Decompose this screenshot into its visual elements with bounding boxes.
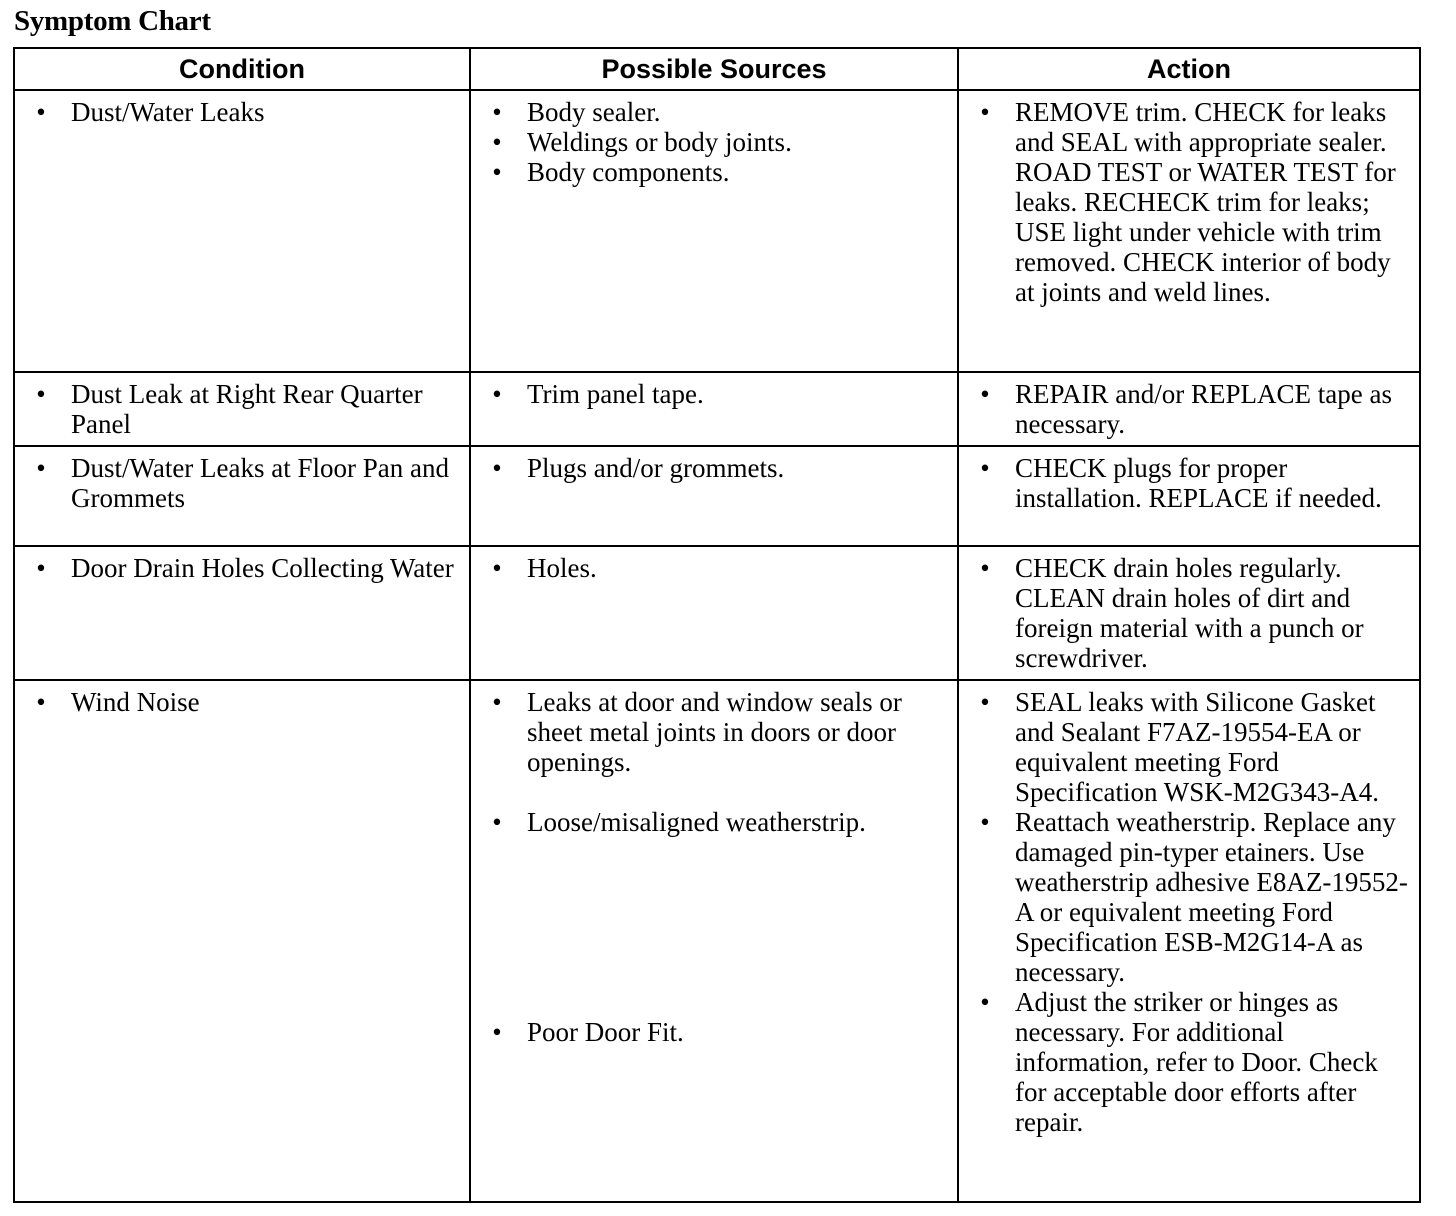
header-condition: Condition bbox=[14, 48, 470, 90]
header-action: Action bbox=[958, 48, 1420, 90]
action-text: Reattach weatherstrip. Replace any damaged pin-typer etainers. Use weatherstrip adhesive E8AZ-19552-A or equivalent meeting Ford Specification ESB-M2G14-A as necessary. bbox=[1015, 807, 1408, 987]
bullet-icon: • bbox=[980, 807, 990, 837]
action-cell bbox=[958, 372, 1420, 446]
action-text: REMOVE trim. CHECK for leaks and SEAL with appropriate sealer. ROAD TEST or WATER TEST for leaks. RECHECK trim for leaks; USE light under vehicle with trim removed. CHECK interior of body at joints and weld lines. bbox=[1015, 97, 1396, 307]
symptom-chart-table bbox=[13, 47, 1421, 1203]
sources-cell bbox=[470, 90, 958, 372]
page-title: Symptom Chart bbox=[14, 5, 211, 37]
action-text: REPAIR and/or REPLACE tape as necessary. bbox=[1015, 379, 1392, 439]
bullet-icon: • bbox=[492, 379, 502, 409]
header-row bbox=[14, 48, 1420, 90]
action-text: CHECK drain holes regularly. CLEAN drain holes of dirt and foreign material with a punch or screwdriver. bbox=[1015, 553, 1364, 673]
bullet-icon: • bbox=[36, 553, 46, 583]
bullet-icon: • bbox=[492, 807, 502, 837]
condition-cell bbox=[14, 546, 470, 680]
action-cell bbox=[958, 446, 1420, 546]
source-text: Weldings or body joints. bbox=[527, 127, 792, 157]
action-item bbox=[959, 987, 1411, 1137]
action-item bbox=[959, 379, 1411, 439]
condition-item bbox=[15, 553, 461, 583]
bullet-icon: • bbox=[980, 453, 990, 483]
sources-cell bbox=[470, 680, 958, 1202]
condition-text: Door Drain Holes Collecting Water bbox=[71, 553, 454, 583]
sources-cell bbox=[470, 546, 958, 680]
action-cell bbox=[958, 546, 1420, 680]
source-text: Body components. bbox=[527, 157, 730, 187]
condition-item bbox=[15, 453, 461, 513]
source-item bbox=[471, 97, 949, 127]
condition-item bbox=[15, 379, 461, 439]
source-item bbox=[471, 379, 949, 409]
bullet-icon: • bbox=[36, 453, 46, 483]
condition-text: Dust/Water Leaks at Floor Pan and Grommets bbox=[71, 453, 449, 513]
condition-cell bbox=[14, 372, 470, 446]
sources-cell bbox=[470, 372, 958, 446]
sources-cell bbox=[470, 446, 958, 546]
bullet-icon: • bbox=[492, 1017, 502, 1047]
action-text: Adjust the striker or hinges as necessary. For additional information, refer to Door. Check for acceptable door efforts after repair. bbox=[1015, 987, 1378, 1137]
action-item bbox=[959, 807, 1411, 987]
bullet-icon: • bbox=[492, 97, 502, 127]
condition-text: Dust/Water Leaks bbox=[71, 97, 265, 127]
bullet-icon: • bbox=[36, 687, 46, 717]
source-text: Loose/misaligned weatherstrip. bbox=[527, 807, 866, 837]
source-item bbox=[471, 127, 949, 157]
bullet-icon: • bbox=[980, 987, 990, 1017]
bullet-icon: • bbox=[980, 379, 990, 409]
source-item bbox=[471, 157, 949, 187]
source-text: Plugs and/or grommets. bbox=[527, 453, 785, 483]
action-cell bbox=[958, 680, 1420, 1202]
condition-cell bbox=[14, 680, 470, 1202]
bullet-icon: • bbox=[36, 97, 46, 127]
bullet-icon: • bbox=[492, 687, 502, 717]
bullet-icon: • bbox=[492, 127, 502, 157]
bullet-icon: • bbox=[492, 157, 502, 187]
bullet-icon: • bbox=[492, 453, 502, 483]
table-row bbox=[14, 372, 1420, 446]
header-possible-sources: Possible Sources bbox=[470, 48, 958, 90]
table-row bbox=[14, 446, 1420, 546]
action-item bbox=[959, 97, 1411, 307]
condition-text: Dust Leak at Right Rear Quarter Panel bbox=[71, 379, 423, 439]
action-cell bbox=[958, 90, 1420, 372]
table-row bbox=[14, 680, 1420, 1202]
source-text: Poor Door Fit. bbox=[527, 1017, 684, 1047]
source-item bbox=[471, 453, 949, 483]
condition-text: Wind Noise bbox=[71, 687, 200, 717]
bullet-icon: • bbox=[36, 379, 46, 409]
source-text: Trim panel tape. bbox=[527, 379, 704, 409]
condition-cell bbox=[14, 446, 470, 546]
source-text: Holes. bbox=[527, 553, 597, 583]
action-item bbox=[959, 687, 1411, 807]
bullet-icon: • bbox=[980, 553, 990, 583]
condition-item bbox=[15, 97, 461, 127]
source-item bbox=[471, 687, 949, 777]
condition-cell bbox=[14, 90, 470, 372]
table-row bbox=[14, 546, 1420, 680]
action-item bbox=[959, 453, 1411, 513]
source-item bbox=[471, 553, 949, 583]
action-text: CHECK plugs for proper installation. REPLACE if needed. bbox=[1015, 453, 1382, 513]
bullet-icon: • bbox=[980, 687, 990, 717]
source-item bbox=[471, 807, 949, 837]
source-item bbox=[471, 1017, 949, 1047]
bullet-icon: • bbox=[492, 553, 502, 583]
action-text: SEAL leaks with Silicone Gasket and Sealant F7AZ-19554-EA or equivalent meeting Ford Specification WSK-M2G343-A4. bbox=[1015, 687, 1379, 807]
source-text: Leaks at door and window seals or sheet metal joints in doors or door openings. bbox=[527, 687, 902, 777]
source-text: Body sealer. bbox=[527, 97, 661, 127]
bullet-icon: • bbox=[980, 97, 990, 127]
action-item bbox=[959, 553, 1411, 673]
table-row bbox=[14, 90, 1420, 372]
condition-item bbox=[15, 687, 461, 717]
